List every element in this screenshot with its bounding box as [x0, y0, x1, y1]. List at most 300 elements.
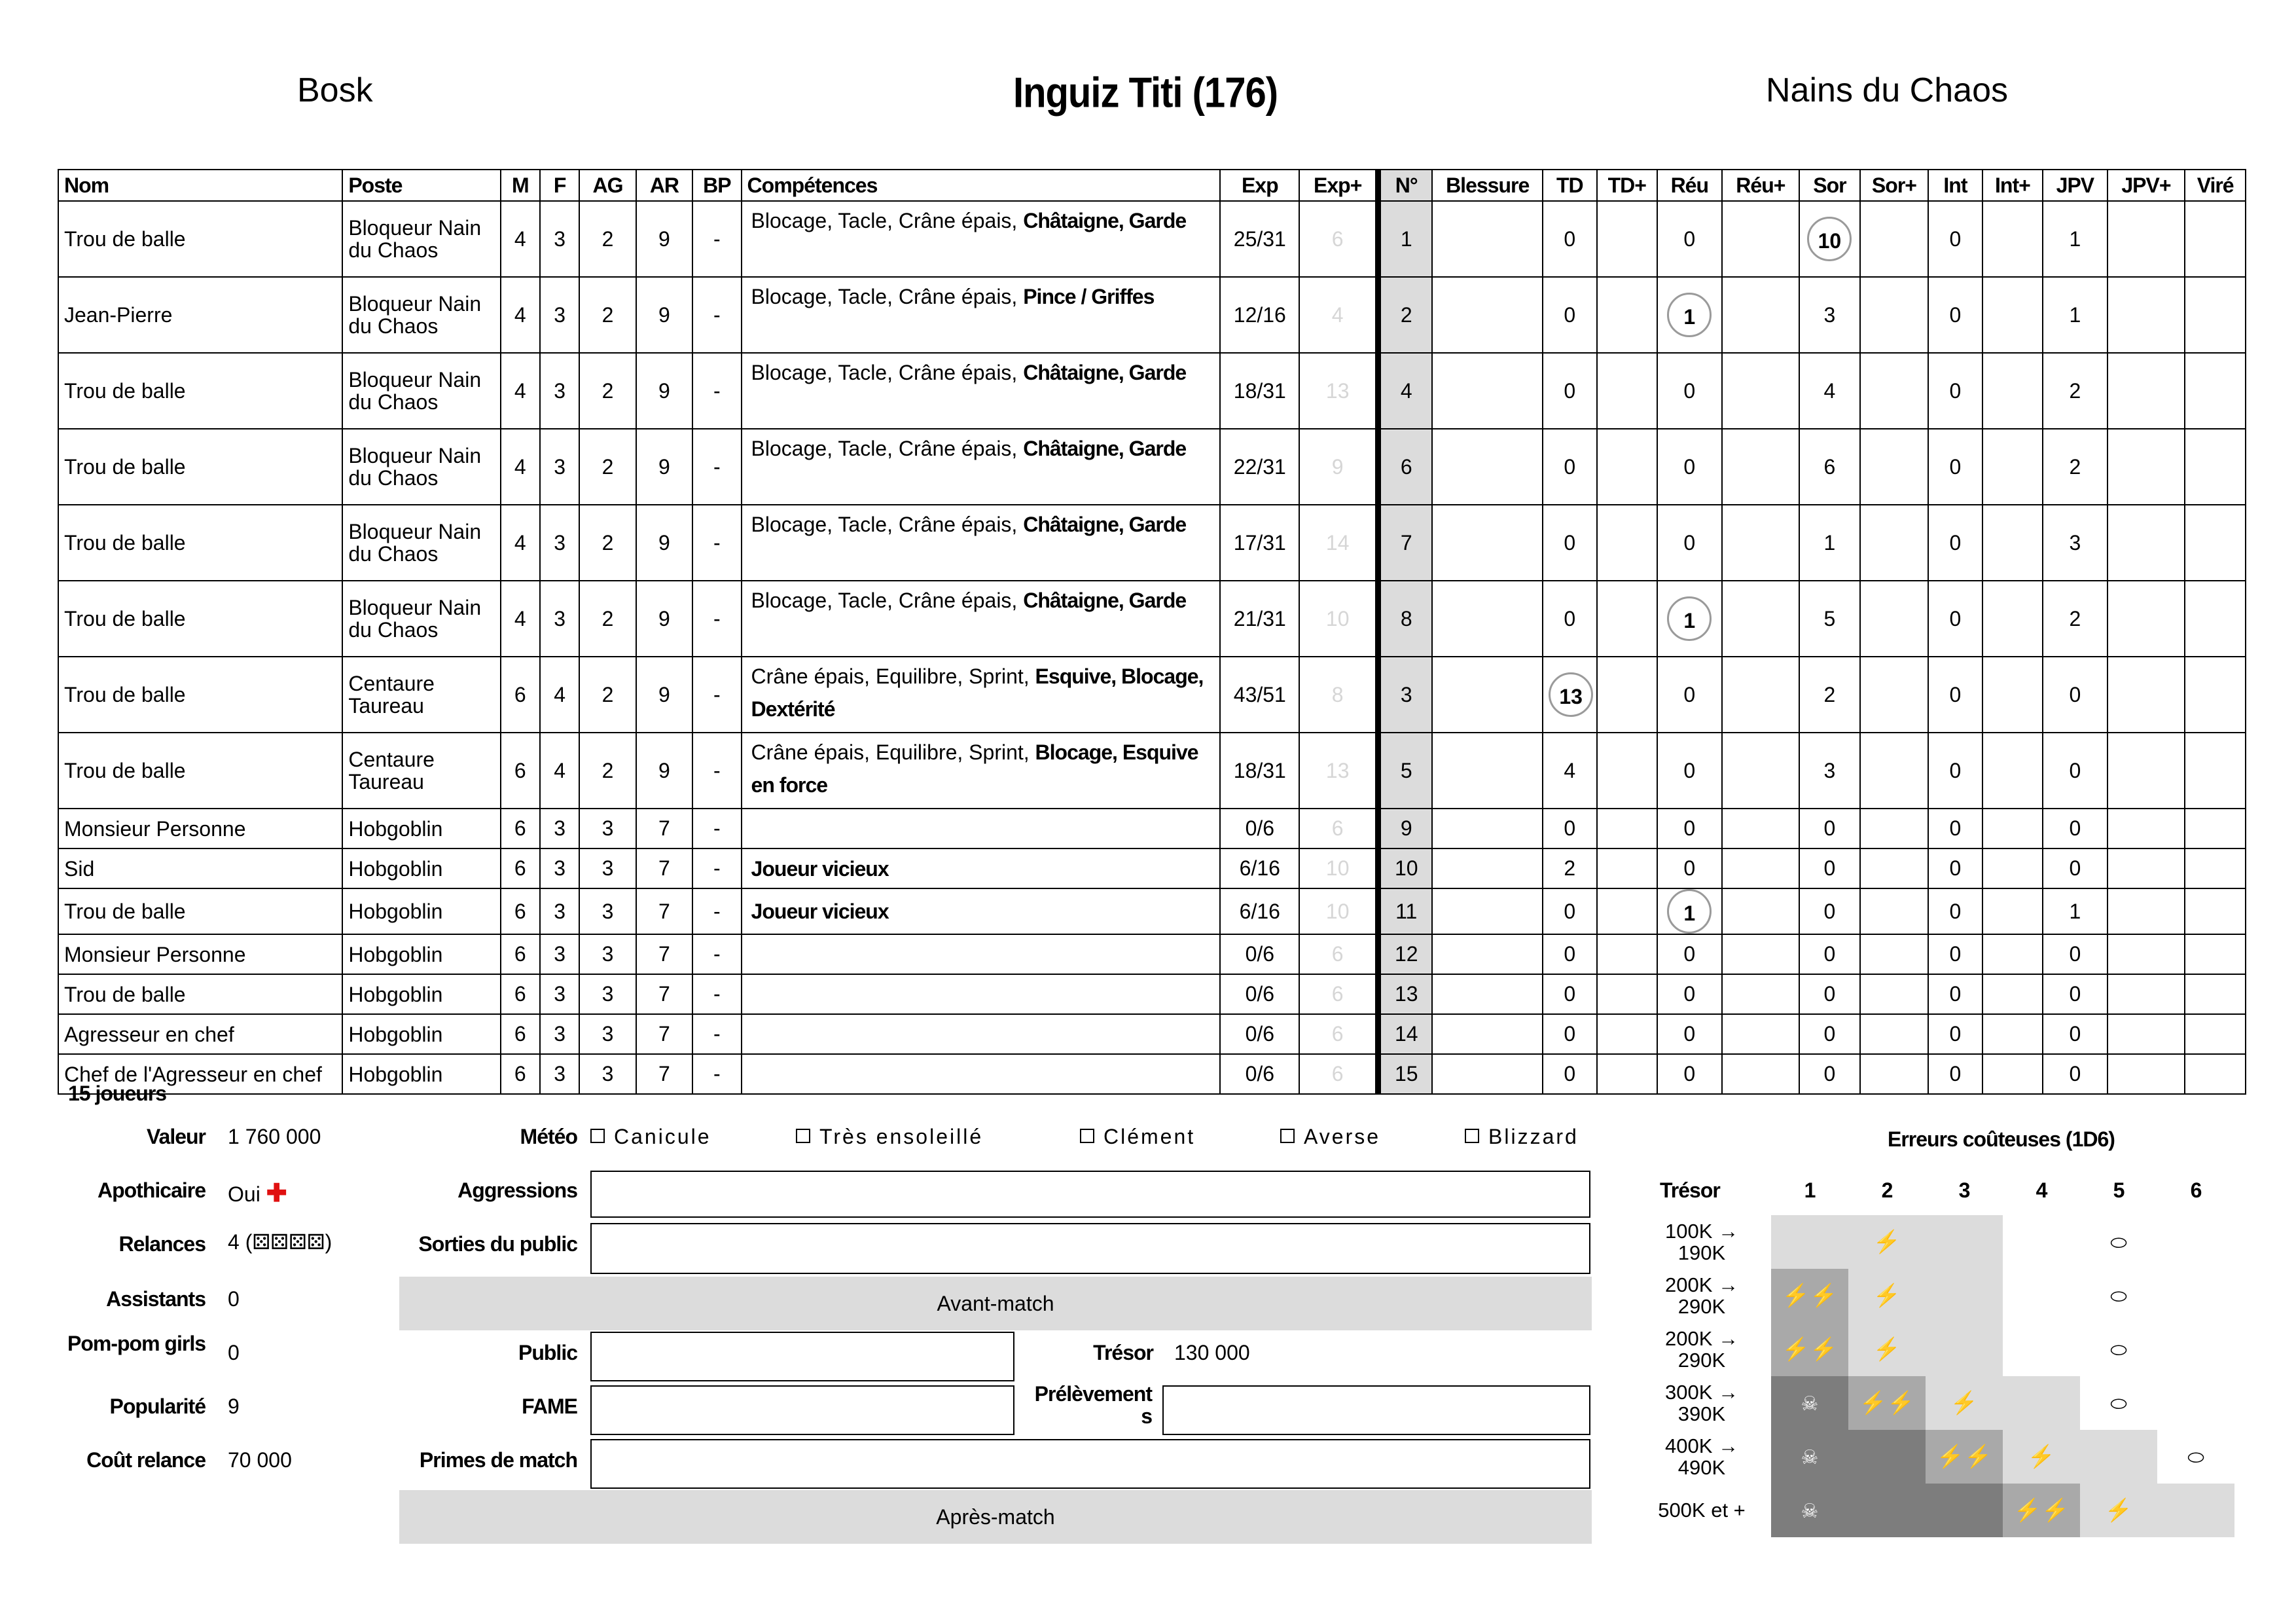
primes-field[interactable]: [590, 1439, 1590, 1489]
blessure: [1432, 974, 1543, 1014]
stat-m: 6: [501, 888, 540, 934]
empty-cell: [1982, 809, 2043, 848]
empty-cell: [1860, 888, 1929, 934]
exp-plus: 6: [1299, 1054, 1378, 1094]
error-cell: [2157, 1215, 2234, 1269]
stat-f: 3: [540, 429, 579, 505]
error-cell: [2157, 1269, 2234, 1322]
aggressions-label: Aggressions: [457, 1178, 577, 1202]
stat-reu: 0: [1657, 733, 1722, 809]
acquired-skills: Châtaigne, Garde: [1023, 361, 1187, 384]
player-name: Trou de balle: [58, 733, 342, 809]
cout-relance-label: Coût relance: [86, 1448, 206, 1472]
meteo-label: Météo: [520, 1125, 577, 1148]
stat-f: 4: [540, 657, 579, 733]
cloud-icon: ⬭: [2110, 1340, 2127, 1361]
column-header: N°: [1378, 170, 1432, 201]
player-number: 7: [1378, 505, 1432, 581]
error-cell: [1771, 1322, 1848, 1376]
error-cell: [2080, 1215, 2157, 1269]
stat-td: 0: [1543, 429, 1596, 505]
stat-jpv: 0: [2043, 657, 2108, 733]
player-row: [58, 581, 2246, 657]
blessure: [1432, 429, 1543, 505]
error-cell: [1771, 1484, 1848, 1537]
player-position: Bloqueur Nain du Chaos: [342, 277, 500, 353]
stat-reu: 0: [1657, 429, 1722, 505]
exp: 22/31: [1220, 429, 1299, 505]
player-row: [58, 277, 2246, 353]
exp: 12/16: [1220, 277, 1299, 353]
stat-td: 0: [1543, 277, 1596, 353]
player-name: Monsieur Personne: [58, 934, 342, 974]
exp-plus: 14: [1299, 505, 1378, 581]
stat-jpv: 1: [2043, 277, 2108, 353]
circled-value: 1: [1667, 889, 1712, 934]
empty-cell: [2185, 1014, 2246, 1054]
cloud-icon: ⬭: [2110, 1393, 2127, 1415]
player-number: 13: [1378, 974, 1432, 1014]
stat-td: [1543, 657, 1596, 733]
stat-f: 3: [540, 809, 579, 848]
lightning-icon: ⚡: [1873, 1337, 1901, 1362]
skull-icon: ☠: [1801, 1501, 1819, 1522]
stat-int: 0: [1928, 201, 1982, 277]
player-name: Sid: [58, 848, 342, 888]
stat-ag: 2: [579, 277, 636, 353]
stat-bp: -: [692, 581, 741, 657]
empty-cell: [1982, 1054, 2043, 1094]
acquired-skills: Pince / Griffes: [1023, 285, 1155, 308]
empty-cell: [1860, 657, 1929, 733]
weather-blizzard[interactable]: Blizzard: [1465, 1125, 1579, 1149]
blessure: [1432, 581, 1543, 657]
empty-cell: [1597, 974, 1657, 1014]
stat-int: 0: [1928, 1014, 1982, 1054]
stat-reu: 0: [1657, 201, 1722, 277]
stat-int: 0: [1928, 505, 1982, 581]
player-row: [58, 201, 2246, 277]
error-cell: [2080, 1376, 2157, 1430]
sorties-label: Sorties du public: [418, 1232, 577, 1256]
aggressions-field[interactable]: [590, 1171, 1590, 1218]
fame-field[interactable]: [590, 1385, 1014, 1435]
error-cell: [2003, 1322, 2080, 1376]
checkbox-icon: [1280, 1129, 1295, 1143]
stat-m: 6: [501, 934, 540, 974]
empty-cell: [1722, 934, 1800, 974]
stat-reu: 0: [1657, 1014, 1722, 1054]
player-position: Centaure Taureau: [342, 733, 500, 809]
stat-m: 6: [501, 1054, 540, 1094]
empty-cell: [1722, 581, 1800, 657]
stat-sor: [1799, 201, 1859, 277]
stat-td: 2: [1543, 848, 1596, 888]
player-number: 15: [1378, 1054, 1432, 1094]
empty-cell: [1722, 657, 1800, 733]
pompom-value: 0: [228, 1341, 240, 1364]
dice-value: 3: [1958, 1178, 1970, 1202]
tresor-range-label: 100K → 190K: [1664, 1220, 1738, 1264]
popularite-value: 9: [228, 1395, 240, 1418]
column-header: Sor: [1799, 170, 1859, 201]
double-lightning-icon: ⚡⚡: [1859, 1391, 1915, 1415]
stat-int: 0: [1928, 429, 1982, 505]
player-number: 9: [1378, 809, 1432, 848]
empty-cell: [1982, 848, 2043, 888]
skull-icon: ☠: [1801, 1447, 1819, 1468]
player-skills: [742, 848, 1221, 888]
empty-cell: [1597, 1054, 1657, 1094]
stat-bp: -: [692, 1054, 741, 1094]
stat-m: 6: [501, 657, 540, 733]
stat-bp: -: [692, 1014, 741, 1054]
error-cell: [1848, 1322, 1926, 1376]
empty-cell: [1982, 657, 2043, 733]
stat-ag: 2: [579, 505, 636, 581]
blessure: [1432, 201, 1543, 277]
player-row: [58, 974, 2246, 1014]
stat-jpv: 0: [2043, 1014, 2108, 1054]
public-field[interactable]: [590, 1332, 1014, 1381]
weather-tres-ensoleille[interactable]: Très ensoleillé: [796, 1125, 983, 1149]
stat-int: 0: [1928, 277, 1982, 353]
player-skills: [742, 1054, 1221, 1094]
empty-cell: [1597, 848, 1657, 888]
cloud-icon: ⬭: [2110, 1232, 2127, 1254]
player-row: [58, 888, 2246, 934]
stat-reu: 0: [1657, 505, 1722, 581]
empty-cell: [1860, 277, 1929, 353]
relances-value: 4 (⚄⚄⚄⚄): [228, 1230, 332, 1254]
stat-bp: -: [692, 277, 741, 353]
empty-cell: [2108, 505, 2185, 581]
stat-bp: -: [692, 429, 741, 505]
error-cell: [2080, 1269, 2157, 1322]
lightning-icon: ⚡: [2104, 1498, 2133, 1523]
blessure: [1432, 277, 1543, 353]
team-race: Nains du Chaos: [1766, 71, 2008, 109]
stat-f: 3: [540, 934, 579, 974]
stat-sor: 3: [1799, 277, 1859, 353]
stat-reu: 0: [1657, 974, 1722, 1014]
stat-ag: 3: [579, 974, 636, 1014]
empty-cell: [2108, 657, 2185, 733]
stat-ar: 7: [636, 848, 692, 888]
blessure: [1432, 934, 1543, 974]
column-header: Nom: [58, 170, 342, 201]
player-number: 12: [1378, 934, 1432, 974]
weather-averse[interactable]: Averse: [1280, 1125, 1380, 1149]
column-header: AR: [636, 170, 692, 201]
empty-cell: [1982, 1014, 2043, 1054]
player-name: Trou de balle: [58, 353, 342, 429]
stat-bp: -: [692, 809, 741, 848]
tresor-range-label: 400K → 490K: [1664, 1434, 1738, 1479]
team-title: Inguiz Titi (176): [1013, 69, 1278, 117]
cloud-icon: ⬭: [2110, 1286, 2127, 1307]
lightning-icon: ⚡: [1873, 1230, 1901, 1254]
player-name: Agresseur en chef: [58, 1014, 342, 1054]
stat-ar: 9: [636, 353, 692, 429]
exp-plus: 9: [1299, 429, 1378, 505]
circled-value: 1: [1667, 596, 1712, 641]
empty-cell: [2185, 429, 2246, 505]
stat-ag: 3: [579, 888, 636, 934]
player-name: Jean-Pierre: [58, 277, 342, 353]
stat-td: 0: [1543, 888, 1596, 934]
empty-cell: [1722, 848, 1800, 888]
empty-cell: [1722, 733, 1800, 809]
acquired-skills: Esquive, Blocage, Dextérité: [751, 665, 1204, 721]
stat-reu: 0: [1657, 353, 1722, 429]
stat-jpv: 3: [2043, 505, 2108, 581]
erreurs-tresor-label: Trésor: [1660, 1178, 1720, 1202]
empty-cell: [2185, 733, 2246, 809]
blessure: [1432, 657, 1543, 733]
exp: 6/16: [1220, 848, 1299, 888]
empty-cell: [1860, 201, 1929, 277]
tresor-range-label: 200K → 290K: [1664, 1273, 1738, 1318]
stat-td: 0: [1543, 505, 1596, 581]
player-row: [58, 848, 2246, 888]
player-number: 3: [1378, 657, 1432, 733]
error-cell: [1848, 1430, 1926, 1484]
empty-cell: [1722, 505, 1800, 581]
empty-cell: [1597, 657, 1657, 733]
player-row: [58, 353, 2246, 429]
stat-m: 4: [501, 429, 540, 505]
player-row: [58, 505, 2246, 581]
exp: 25/31: [1220, 201, 1299, 277]
stat-f: 3: [540, 277, 579, 353]
stat-int: 0: [1928, 974, 1982, 1014]
empty-cell: [2185, 657, 2246, 733]
column-header: F: [540, 170, 579, 201]
error-cell: [2157, 1484, 2234, 1537]
player-name: Trou de balle: [58, 888, 342, 934]
player-row: [58, 429, 2246, 505]
exp-plus: 6: [1299, 809, 1378, 848]
stat-m: 4: [501, 277, 540, 353]
stat-ag: 3: [579, 1014, 636, 1054]
stat-td: 0: [1543, 581, 1596, 657]
assistants-value: 0: [228, 1287, 240, 1311]
stat-ar: 7: [636, 1054, 692, 1094]
tresor-range-label: 200K → 290K: [1664, 1327, 1738, 1372]
player-skills: Blocage, Tacle, Crâne épais, Pince / Griffes: [742, 277, 1221, 353]
double-lightning-icon: ⚡⚡: [2013, 1498, 2070, 1523]
stat-sor: 5: [1799, 581, 1859, 657]
player-skills: [742, 934, 1221, 974]
empty-cell: [1860, 505, 1929, 581]
column-header: Blessure: [1432, 170, 1543, 201]
error-cell: [1771, 1215, 1848, 1269]
player-count: 15 joueurs: [68, 1082, 167, 1105]
empty-cell: [1597, 733, 1657, 809]
stat-td: 0: [1543, 353, 1596, 429]
empty-cell: [1982, 974, 2043, 1014]
empty-cell: [1860, 848, 1929, 888]
player-skills: [742, 809, 1221, 848]
stat-m: 6: [501, 733, 540, 809]
player-skills: Blocage, Tacle, Crâne épais, Châtaigne, Garde: [742, 353, 1221, 429]
coach-name: Bosk: [297, 71, 373, 109]
player-skills: Crâne épais, Equilibre, Sprint, Esquive, Blocage, Dextérité: [742, 657, 1221, 733]
stat-td: 0: [1543, 809, 1596, 848]
acquired-skills: Châtaigne, Garde: [1023, 209, 1187, 232]
stat-int: 0: [1928, 657, 1982, 733]
empty-cell: [1597, 277, 1657, 353]
empty-cell: [2108, 733, 2185, 809]
stat-jpv: 0: [2043, 1054, 2108, 1094]
player-number: 6: [1378, 429, 1432, 505]
avant-match-band: Avant-match: [399, 1277, 1592, 1330]
stat-ar: 7: [636, 974, 692, 1014]
player-name: Monsieur Personne: [58, 809, 342, 848]
stat-sor: 4: [1799, 353, 1859, 429]
exp-plus: 6: [1299, 1014, 1378, 1054]
empty-cell: [1982, 277, 2043, 353]
empty-cell: [2185, 505, 2246, 581]
empty-cell: [1860, 809, 1929, 848]
empty-cell: [2108, 848, 2185, 888]
empty-cell: [2108, 277, 2185, 353]
base-skills: Blocage, Tacle, Crâne épais: [751, 361, 1012, 384]
blessure: [1432, 353, 1543, 429]
apres-match-band: Après-match: [399, 1490, 1592, 1544]
column-header: Exp: [1220, 170, 1299, 201]
checkbox-icon: [1465, 1129, 1479, 1143]
stat-int: 0: [1928, 848, 1982, 888]
stat-int: 0: [1928, 353, 1982, 429]
player-row: [58, 1054, 2246, 1094]
exp: 17/31: [1220, 505, 1299, 581]
player-skills: Blocage, Tacle, Crâne épais, Châtaigne, Garde: [742, 429, 1221, 505]
player-skills: Blocage, Tacle, Crâne épais, Châtaigne, Garde: [742, 505, 1221, 581]
stat-reu: [1657, 581, 1722, 657]
player-name: Trou de balle: [58, 429, 342, 505]
lightning-icon: ⚡: [1873, 1283, 1901, 1308]
error-cell: [2080, 1322, 2157, 1376]
error-cell: [1848, 1215, 1926, 1269]
base-skills: Blocage, Tacle, Crâne épais: [751, 589, 1012, 612]
checkbox-icon: [1080, 1129, 1094, 1143]
blessure: [1432, 848, 1543, 888]
player-name: Trou de balle: [58, 581, 342, 657]
empty-cell: [2185, 1054, 2246, 1094]
stat-td: 0: [1543, 934, 1596, 974]
exp-plus: 10: [1299, 581, 1378, 657]
exp: 0/6: [1220, 1014, 1299, 1054]
stat-ar: 9: [636, 505, 692, 581]
error-cell: [1771, 1376, 1848, 1430]
sorties-field[interactable]: [590, 1223, 1590, 1274]
stat-sor: 0: [1799, 809, 1859, 848]
empty-cell: [1597, 934, 1657, 974]
empty-cell: [1722, 353, 1800, 429]
empty-cell: [1982, 934, 2043, 974]
player-position: Hobgoblin: [342, 974, 500, 1014]
dice-value: 4: [2036, 1178, 2047, 1202]
player-position: Hobgoblin: [342, 1054, 500, 1094]
player-position: Hobgoblin: [342, 888, 500, 934]
player-number: 2: [1378, 277, 1432, 353]
base-skills: Blocage, Tacle, Crâne épais: [751, 437, 1012, 460]
exp-plus: 8: [1299, 657, 1378, 733]
prelevements-field[interactable]: [1162, 1385, 1590, 1435]
error-cell: [2157, 1322, 2234, 1376]
empty-cell: [1722, 277, 1800, 353]
stat-td: 4: [1543, 733, 1596, 809]
error-cell: [1848, 1376, 1926, 1430]
exp-plus: 4: [1299, 277, 1378, 353]
column-header: Viré: [2185, 170, 2246, 201]
acquired-skills: Châtaigne, Garde: [1023, 589, 1187, 612]
error-cell: [2080, 1484, 2157, 1537]
weather-clement[interactable]: Clément: [1080, 1125, 1195, 1149]
empty-cell: [1722, 201, 1800, 277]
stat-sor: 0: [1799, 974, 1859, 1014]
stat-jpv: 1: [2043, 201, 2108, 277]
player-number: 4: [1378, 353, 1432, 429]
stat-f: 3: [540, 888, 579, 934]
blessure: [1432, 505, 1543, 581]
empty-cell: [1597, 888, 1657, 934]
weather-canicule[interactable]: Canicule: [590, 1125, 711, 1149]
player-row: [58, 733, 2246, 809]
tresor-label: Trésor: [1093, 1341, 1153, 1364]
stat-ar: 9: [636, 201, 692, 277]
column-header: Compétences: [742, 170, 1221, 201]
column-header: Réu: [1657, 170, 1722, 201]
stat-reu: [1657, 277, 1722, 353]
stat-jpv: 0: [2043, 974, 2108, 1014]
stat-jpv: 2: [2043, 429, 2108, 505]
error-cell: [2003, 1269, 2080, 1322]
stat-td: 0: [1543, 974, 1596, 1014]
stat-f: 3: [540, 353, 579, 429]
stat-m: 6: [501, 1014, 540, 1054]
empty-cell: [1597, 809, 1657, 848]
empty-cell: [1722, 974, 1800, 1014]
stat-ar: 9: [636, 277, 692, 353]
exp-plus: 13: [1299, 353, 1378, 429]
empty-cell: [1722, 888, 1800, 934]
stat-ag: 3: [579, 848, 636, 888]
assistants-label: Assistants: [106, 1287, 206, 1311]
public-label: Public: [518, 1341, 577, 1364]
stat-reu: 0: [1657, 1054, 1722, 1094]
player-name: Trou de balle: [58, 505, 342, 581]
tresor-value: 130 000: [1174, 1341, 1250, 1364]
apothicaire-label: Apothicaire: [97, 1178, 206, 1202]
exp: 0/6: [1220, 934, 1299, 974]
acquired-skills: Châtaigne, Garde: [1023, 513, 1187, 536]
stat-reu: 0: [1657, 809, 1722, 848]
error-cell: [2003, 1215, 2080, 1269]
stat-int: 0: [1928, 888, 1982, 934]
stat-ag: 2: [579, 429, 636, 505]
double-lightning-icon: ⚡⚡: [1782, 1337, 1838, 1362]
base-skills: Crâne épais, Equilibre, Sprint: [751, 740, 1024, 764]
stat-f: 3: [540, 1054, 579, 1094]
empty-cell: [2185, 888, 2246, 934]
empty-cell: [1597, 1014, 1657, 1054]
base-skills: Blocage, Tacle, Crâne épais: [751, 209, 1012, 232]
circled-value: 13: [1549, 672, 1593, 717]
stat-ar: 9: [636, 429, 692, 505]
